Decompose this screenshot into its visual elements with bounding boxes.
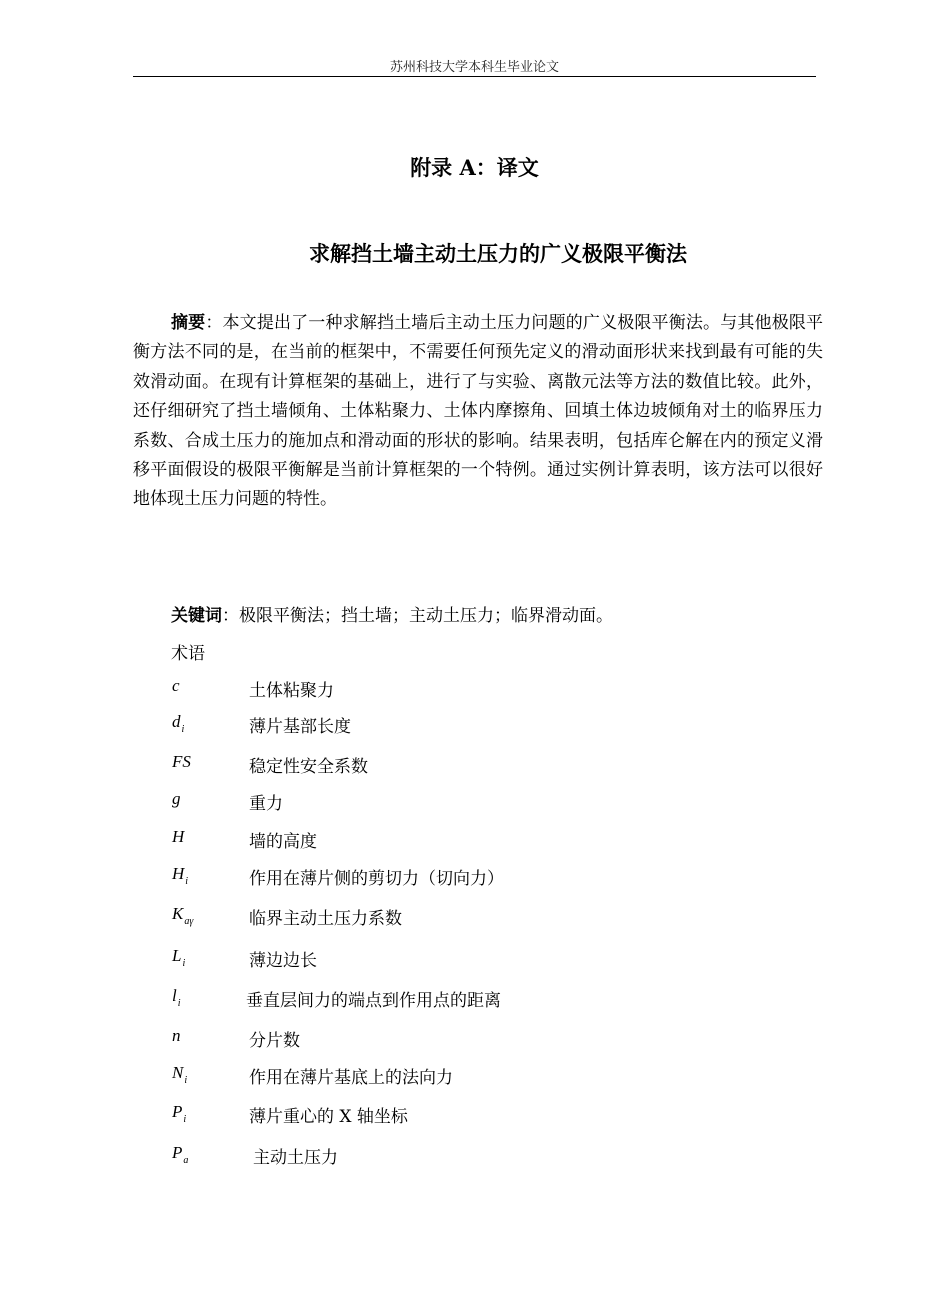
term-symbol: g: [172, 789, 181, 808]
term-definition: 分片数: [249, 1031, 300, 1051]
term-symbol: $P_a$: [172, 1143, 189, 1166]
term-symbol: $K_{a\gamma}$: [172, 904, 194, 927]
term-definition: 临界主动土压力系数: [249, 909, 402, 929]
abstract-label: 摘要: [171, 313, 206, 333]
term-symbol: n: [172, 1026, 181, 1045]
term-definition: 薄片基部长度: [249, 717, 351, 737]
header-divider: [133, 76, 816, 77]
term-definition: 稳定性安全系数: [249, 757, 368, 777]
term-symbol: $L_i$: [172, 946, 186, 969]
abstract-paragraph: [133, 309, 823, 515]
term-definition: 作用在薄片侧的剪切力（切向力）: [249, 869, 504, 889]
term-symbol: c: [172, 676, 180, 695]
term-symbol: $l_i$: [172, 986, 181, 1009]
term-definition: 作用在薄片基底上的法向力: [249, 1068, 453, 1088]
appendix-title: 附录 A：译文: [410, 155, 539, 180]
page-header: 苏州科技大学本科生毕业论文: [389, 60, 559, 75]
term-symbol: FS: [172, 752, 191, 771]
term-symbol: $d_i$: [172, 712, 185, 735]
term-definition: 墙的高度: [249, 832, 317, 852]
term-definition: 土体粘聚力: [249, 681, 334, 701]
term-symbol: H: [172, 827, 185, 846]
term-definition: 重力: [249, 794, 283, 814]
term-definition: 垂直层间力的端点到作用点的距离: [246, 991, 501, 1011]
term-symbol: $N_i$: [172, 1063, 188, 1086]
paper-title: 求解挡土墙主动土压力的广义极限平衡法: [309, 241, 687, 266]
keywords-text: 极限平衡法；挡土墙；主动土压力；临界滑动面。: [239, 606, 613, 626]
term-symbol: $H_i$: [172, 864, 189, 887]
term-symbol: $P_i$: [172, 1102, 187, 1125]
keywords-label: 关键词: [171, 606, 222, 626]
term-definition: 薄片重心的 X 轴坐标: [249, 1107, 408, 1127]
terms-heading: 术语: [171, 644, 205, 664]
abstract-text: 本文提出了一种求解挡土墙后主动土压力问题的广义极限平衡法。与其他极限平衡方法不同的是，在当前的框架中，不需要任何预先定义的滑动面形状来找到最有可能的失效滑动面。在现有计算框架的基础上，进行了与实验、离散元法等方法的数值比较。此外，还仔细研究了挡土墙倾角、土体粘聚力、土体内摩擦角、回填土体边坡倾角对土的临界压力系数、合成土压力的施加点和滑动面的形状的影响。结果表明，包括库仑解在内的预定义滑移平面假设的极限平衡解是当前计算框架的一个特例。通过实例计算表明，该方法可以很好地体现土压力问题的特性。: [133, 313, 824, 510]
term-definition: 主动土压力: [253, 1148, 338, 1168]
keywords-separator: ：: [222, 606, 239, 626]
keywords-line: [171, 601, 613, 626]
term-definition: 薄边边长: [249, 951, 317, 971]
abstract-separator: ：: [205, 313, 223, 333]
